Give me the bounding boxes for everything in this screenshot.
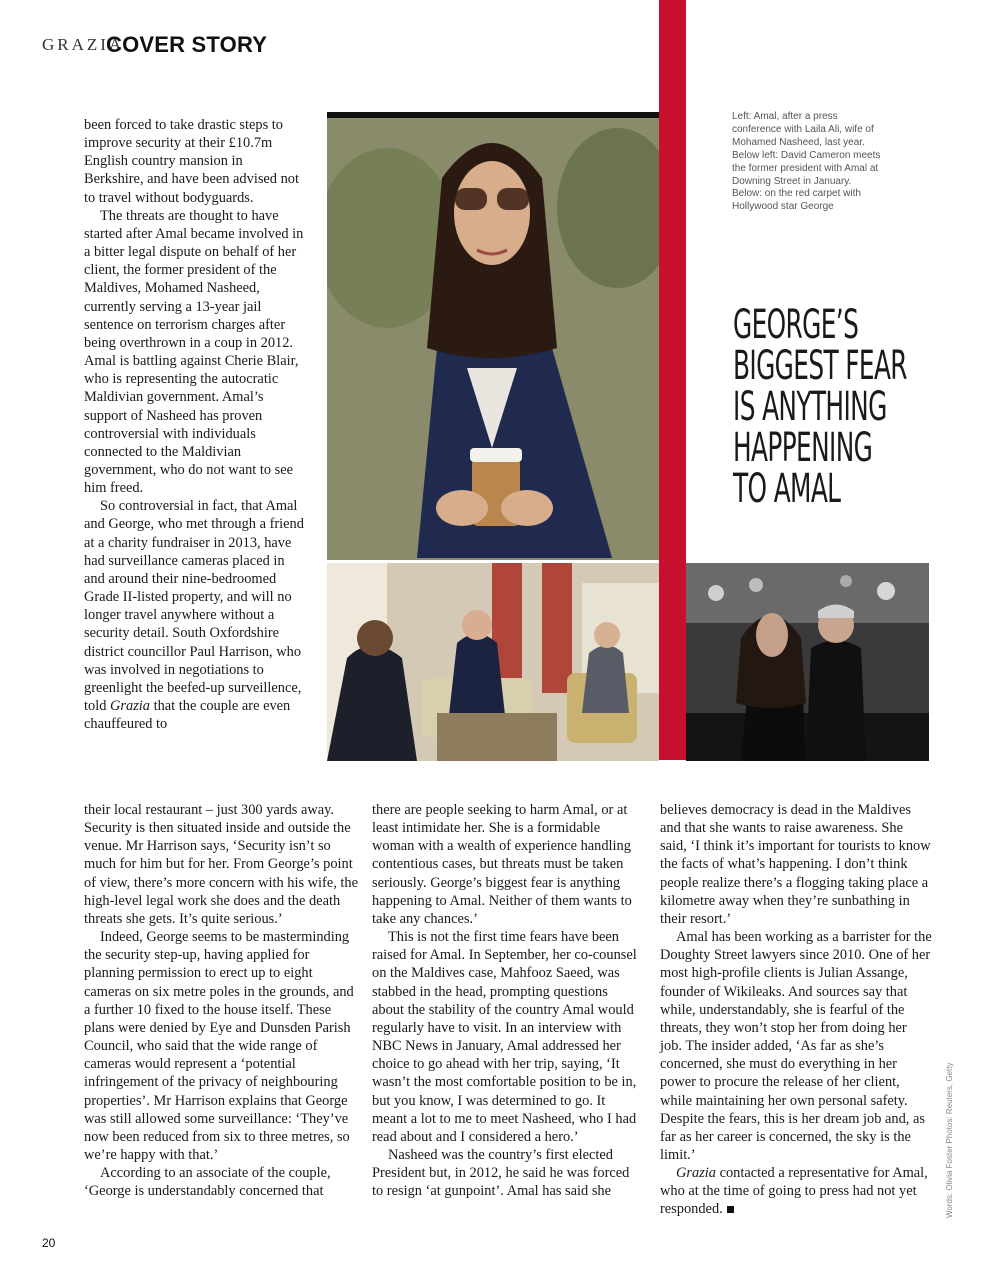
red-accent-band <box>659 0 686 760</box>
section-title: COVER STORY <box>106 32 268 57</box>
pull-quote <box>733 302 907 512</box>
article-paragraph: believes democracy is dead in the Maldives and that she wants to raise awareness. She said, ‘I think it’s important for tourists to know the facts of what’s happening. I don’t think people realize there’s a flogging taking place a kilometre away when they’re sunbathing in their resort.’ <box>660 802 931 927</box>
article-column-2 <box>372 801 642 1200</box>
article-column-3 <box>660 801 932 1219</box>
photo-downing-street-meeting <box>327 563 659 761</box>
photo-downing-illustration <box>327 563 659 761</box>
pull-quote-line: BIGGEST FEAR <box>733 343 907 389</box>
article-paragraph <box>660 1164 932 1218</box>
article-paragraph <box>84 497 304 733</box>
pull-quote-line: TO AMAL <box>733 466 841 512</box>
article-paragraph: The threats are thought to have started after Amal became involved in a bitter legal dispute on behalf of her client, the former president of the Maldives, Mohamed Nasheed, currently serving a 13-year jail sentence on terrorism charges after being overthrown in a coup in 2012. Amal is battling against Cherie Blair, who is representing the autocratic Maldivian government. Amal’s support of Nasheed has proven controversial with individuals connected to the Maldivian government, who do not want to see him freed. <box>84 207 304 497</box>
article-text: that the couple are even chauffeured to <box>84 698 291 733</box>
photo-caption: Left: Amal, after a press conference with Laila Ali, wife of Mohamed Nasheed, last year. Below left: David Cameron meets the former president with Amal at Downing Street in January. Below: on the red carpet with Hollywood star George <box>732 111 881 213</box>
photo-credit: Words: Olivia Foster Photos: Reuters, Getty <box>945 1062 954 1218</box>
pull-quote-line: HAPPENING <box>733 425 873 471</box>
photo-carpet-illustration <box>686 563 929 761</box>
article-paragraph: Indeed, George seems to be masterminding the security step-up, having applied for planning permission to erect up to eight cameras on six metre poles in the grounds, and a further 10 fixed to the house itself. These plans were denied by Eye and Dunsden Parish Council, who said that the wide range of cameras would represent a ‘potential infringement of the privacy of neighbouring properties’. Mr Harrison explains that George was still allowed some surveillance: ‘They’ve now been reduced from six to three metres, so we’re happy with that.’ <box>84 929 354 1163</box>
photo-red-carpet <box>686 563 929 761</box>
publication-name: Grazia <box>110 698 150 714</box>
article-column-1-bottom <box>84 801 360 1200</box>
magazine-brand: GRAZIA <box>42 35 125 54</box>
end-mark-icon <box>727 1206 734 1213</box>
pull-quote-line: GEORGE’S <box>733 302 859 348</box>
article-column-1-top <box>84 116 304 733</box>
article-text: So controversial in fact, that Amal and George, who met through a friend at a charity fundraiser in 2013, have had surveillance cameras placed in and around their nine-bedroomed Grade II-listed property, and will no longer travel anywhere without a security detail. South Oxfordshire district councillor Paul Harrison, who was involved in negotiations to greenlight the beefed-up surveillence, told <box>84 498 304 714</box>
article-paragraph: According to an associate of the couple, ‘George is understandably concerned that <box>84 1165 331 1200</box>
photo-amal-illustration <box>327 118 659 560</box>
article-paragraph: Amal has been working as a barrister for the Doughty Street lawyers since 2010. One of her most high-profile clients is Julian Assange, founder of Wikileaks. And sources say that while, understandably, she is fearful of the threats, they won’t stop her from doing her job. The insider added, ‘As far as she’s concerned, she must do everything in her power to procure the release of her client, while maintaining her own personal safety. Despite the fears, this is her dream job and, as far as her career is concerned, the sky is the limit.’ <box>660 929 932 1163</box>
article-paragraph: This is not the first time fears have been raised for Amal. In September, her co-counsel on the Maldives case, Mahfooz Saeed, was stabbed in the head, prompting questions about the stability of the country Amal would regularly have to visit. In an interview with NBC News in January, Amal addressed her choice to go ahead with her trip, saying, ‘It wasn’t the most comfortable position to be in, but you know, I was determined to go. It meant a lot to me to meet Nasheed, who I had read about and I considered a hero.’ <box>372 929 637 1145</box>
publication-name: Grazia <box>676 1165 716 1182</box>
article-paragraph: their local restaurant – just 300 yards away. Security is then situated inside and outside the venue. Mr Harrison says, ‘Security isn’t so much for him but for her. From George’s point of view, there’s more concern with his wife, the high-level legal work she does and the death threats she gets. It’s quite serious.’ <box>84 802 358 927</box>
article-text: contacted a representative for Amal, who at the time of going to press had not yet responded. <box>660 1165 928 1218</box>
article-paragraph: been forced to take drastic steps to improve security at their £10.7m English country mansion in Berkshire, and have been advised not to travel without bodyguards. <box>84 117 299 206</box>
page-number: 20 <box>42 1236 56 1250</box>
photo-amal-press-conference <box>327 112 659 560</box>
article-paragraph: Nasheed was the country’s first elected President but, in 2012, he said he was forced to resign ‘at gunpoint’. Amal has said she <box>372 1146 630 1200</box>
pull-quote-line: IS ANYTHING <box>733 384 887 430</box>
article-paragraph: there are people seeking to harm Amal, or at least intimidate her. She is a formidable woman with a wealth of experience handling contentious cases, but threats must be taken seriously. George’s biggest fear is anything happening to Amal. Neither of them wants to take any chances.’ <box>372 802 632 927</box>
